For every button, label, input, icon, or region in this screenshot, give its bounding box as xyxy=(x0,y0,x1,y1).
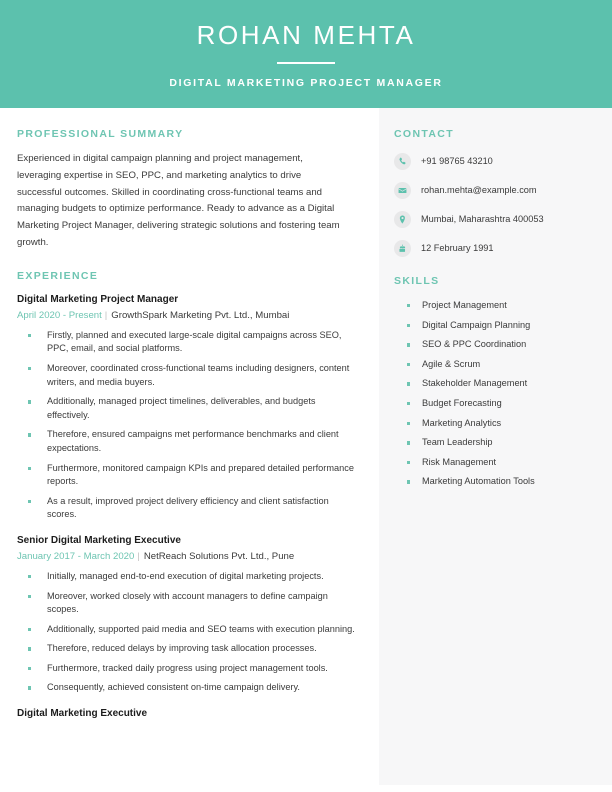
experience-entry xyxy=(17,293,357,522)
professional-summary-heading: PROFESSIONAL SUMMARY xyxy=(17,128,184,140)
experience-bullet: As a result, improved project delivery efficiency and client satisfaction scores. xyxy=(17,495,357,522)
contact-value: rohan.mehta@example.com xyxy=(421,184,537,195)
experience-bullet: Moreover, coordinated cross-functional teams including designers, content writers, and media buyers. xyxy=(17,362,357,389)
skill-item: Agile & Scrum xyxy=(394,358,598,371)
skill-item: Budget Forecasting xyxy=(394,397,598,410)
contact-value: +91 98765 43210 xyxy=(421,155,493,166)
candidate-job-title: DIGITAL MARKETING PROJECT MANAGER xyxy=(169,76,443,89)
experience-bullet: Therefore, reduced delays by improving task allocation processes. xyxy=(17,642,357,656)
header-divider xyxy=(277,62,335,64)
professional-summary-text: Experienced in digital campaign planning and project management, leveraging expertise in SEO, PPC, and marketing analytics to drive successful outcomes. Skilled in coordinating cross-functional teams and managing budgets to optimize performance. Ready to advance as a Digital Marketing Project Manager, delivering strategic solutions and fostering team growth. xyxy=(17,153,340,248)
phone-icon xyxy=(394,153,411,170)
experience-job-title: Digital Marketing Project Manager xyxy=(17,293,179,305)
skill-item: Marketing Automation Tools xyxy=(394,475,598,488)
experience-entry-list xyxy=(17,293,357,721)
contact-section xyxy=(394,128,598,257)
contact-item xyxy=(394,181,598,199)
experience-dates: January 2017 - March 2020 xyxy=(17,550,135,562)
skill-item: Project Management xyxy=(394,299,598,312)
skill-item: Marketing Analytics xyxy=(394,417,598,430)
experience-bullet: Furthermore, tracked daily progress using project management tools. xyxy=(17,662,357,676)
professional-summary-section xyxy=(17,128,357,252)
location-pin-icon xyxy=(394,211,411,228)
experience-bullet: Furthermore, monitored campaign KPIs and prepared detailed performance reports. xyxy=(17,462,357,489)
contact-heading: CONTACT xyxy=(394,128,454,140)
experience-entry xyxy=(17,707,357,721)
experience-bullet: Moreover, worked closely with account managers to define campaign scopes. xyxy=(17,590,357,617)
resume-header xyxy=(0,0,612,108)
experience-bullet-list xyxy=(17,329,357,522)
experience-bullet: Initially, managed end-to-end execution of digital marketing projects. xyxy=(17,570,357,584)
experience-heading: EXPERIENCE xyxy=(17,269,99,282)
candidate-name: ROHAN MEHTA xyxy=(196,20,416,50)
skill-item: Team Leadership xyxy=(394,436,598,449)
experience-bullet-list xyxy=(17,570,357,695)
experience-bullet: Therefore, ensured campaigns met performance benchmarks and client expectations. xyxy=(17,428,357,455)
skill-item: SEO & PPC Coordination xyxy=(394,338,598,351)
experience-job-title: Senior Digital Marketing Executive xyxy=(17,534,181,546)
experience-separator: | xyxy=(104,309,108,321)
experience-bullet: Consequently, achieved consistent on-time campaign delivery. xyxy=(17,681,357,695)
experience-dates: April 2020 - Present xyxy=(17,309,102,321)
experience-separator: | xyxy=(137,550,140,562)
skill-item: Digital Campaign Planning xyxy=(394,319,598,332)
contact-item-list xyxy=(394,152,598,257)
experience-section xyxy=(17,270,357,721)
skill-item: Stakeholder Management xyxy=(394,377,598,390)
experience-bullet: Additionally, managed project timelines, deliverables, and budgets effectively. xyxy=(17,395,357,422)
skills-heading: SKILLS xyxy=(394,275,440,287)
contact-item xyxy=(394,239,598,257)
experience-meta xyxy=(17,308,357,323)
birthday-cake-icon xyxy=(394,240,411,257)
contact-item xyxy=(394,152,598,170)
experience-meta xyxy=(17,549,357,564)
sidebar-column xyxy=(379,108,612,785)
skills-section xyxy=(394,275,598,488)
experience-entry xyxy=(17,534,357,695)
contact-value: Mumbai, Maharashtra 400053 xyxy=(421,213,544,224)
experience-bullet: Firstly, planned and executed large-scale digital campaigns across SEO, PPC, email, and social platforms. xyxy=(17,329,357,356)
experience-company: GrowthSpark Marketing Pvt. Ltd., Mumbai xyxy=(111,309,290,321)
main-column xyxy=(0,108,379,792)
experience-job-title: Digital Marketing Executive xyxy=(17,708,148,720)
experience-company: NetReach Solutions Pvt. Ltd., Pune xyxy=(143,550,295,562)
skill-item: Risk Management xyxy=(394,456,598,469)
contact-item xyxy=(394,210,598,228)
envelope-icon xyxy=(394,182,411,199)
experience-bullet: Additionally, supported paid media and SEO teams with execution planning. xyxy=(17,623,357,637)
skills-item-list xyxy=(394,299,598,488)
contact-value: 12 February 1991 xyxy=(421,242,494,253)
